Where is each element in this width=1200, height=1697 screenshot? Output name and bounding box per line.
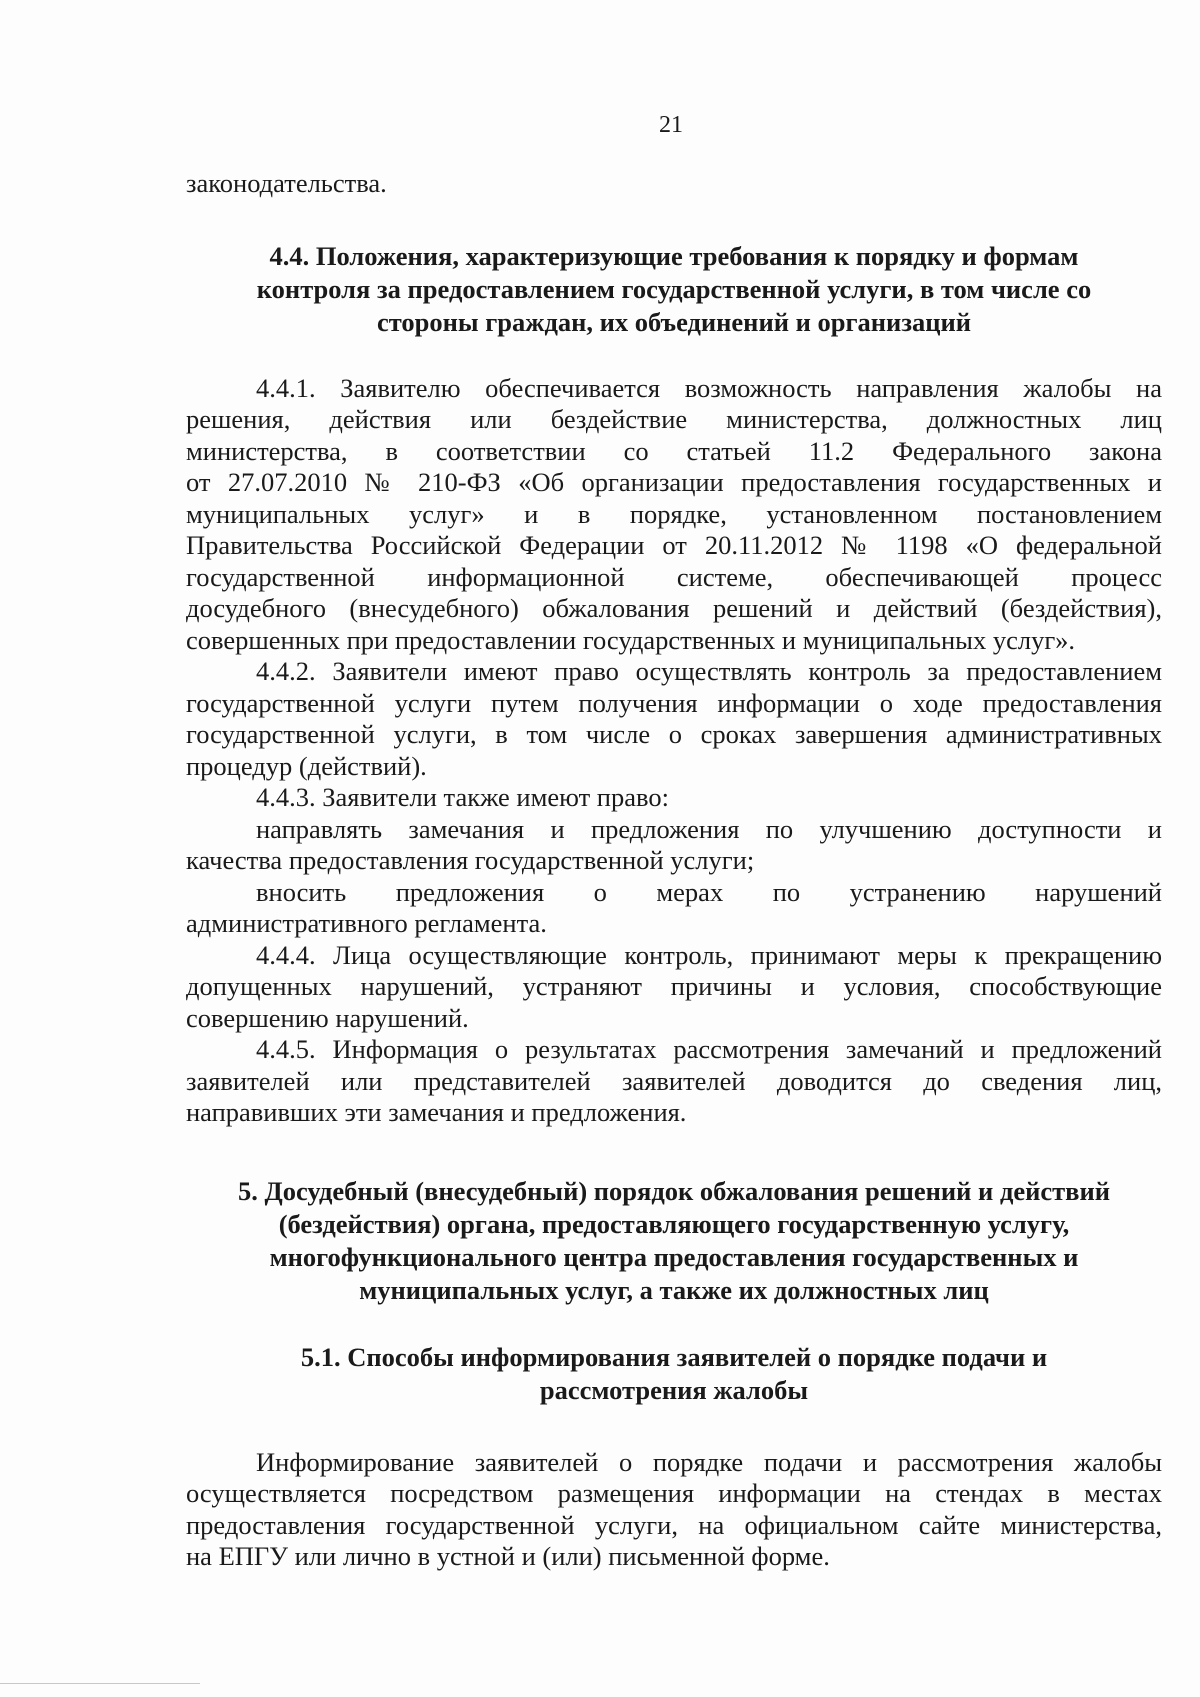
heading-line: многофункционального центра предоставления государственных и [269,1241,1079,1272]
paragraph-4-4-1 [186,373,1162,657]
text-line: 4.4.1. Заявителю обеспечивается возможность направления жалобы на [256,372,1162,403]
text-line: осуществляется посредством размещения информации на стендах в местах [186,1478,1162,1508]
scan-edge-rule [0,1683,200,1684]
heading-line: контроля за предоставлением государственной услуги, в том числе со [256,273,1092,304]
paragraph-4-4-4 [186,940,1162,1035]
text-line: предоставления государственной услуги, на официальном сайте министерства, [186,1509,1162,1540]
lead-line: законодательства. [186,168,387,198]
section-5-heading [186,1175,1162,1307]
paragraph-4-4-3-b [186,877,1162,940]
text-line: 4.4.4. Лица осуществляющие контроль, принимают меры к прекращению [256,939,1162,970]
text-line: от 27.07.2010 № 210-ФЗ «Об организации предоставления государственных и [186,467,1162,497]
paragraph-4-4-3 [186,782,1162,814]
heading-line: (бездействия) органа, предоставляющего государственную услугу, [278,1208,1070,1239]
text-line: досудебного (внесудебного) обжалования решений и действий (бездействия), [186,593,1162,623]
paragraph-4-4-2 [186,656,1162,782]
paragraph-5-1 [186,1447,1162,1573]
heading-line: 5. Досудебный (внесудебный) порядок обжалования решений и действий [237,1175,1111,1206]
text-line: Правительства Российской Федерации от 20.11.2012 № 1198 «О федеральной [186,530,1162,560]
text-line: заявителей или представителей заявителей доводится до сведения лиц, [186,1065,1162,1096]
heading-line: муниципальных услуг, а также их должностных лиц [359,1274,989,1305]
text-line: совершенных при предоставлении государственных и муниципальных услуг». [186,624,1076,655]
text-line: вносить предложения о мерах по устранению нарушений [256,876,1162,907]
text-line: направивших эти замечания и предложения. [186,1097,687,1127]
text-line: направлять замечания и предложения по улучшению доступности и [256,813,1162,844]
paragraph-4-4-5 [186,1034,1162,1129]
text-line: 4.4.2. Заявители имеют право осуществлять контроль за предоставлением [256,656,1162,686]
heading-line: 5.1. Способы информирования заявителей о порядке подачи и [300,1341,1048,1372]
section-5-1-heading [186,1341,1162,1407]
text-line: административного регламента. [186,908,547,938]
text-line: Информирование заявителей о порядке подачи и рассмотрения жалобы [256,1446,1162,1477]
text-line: государственной услуги, в том числе о сроках завершения административных [186,719,1162,749]
text-line: министерства, в соответствии со статьей 11.2 Федерального закона [186,435,1162,466]
text-line: 4.4.3. Заявители также имеют право: [256,782,669,812]
text-line: на ЕПГУ или лично в устной и (или) письменной форме. [186,1541,830,1571]
heading-line: стороны граждан, их объединений и организаций [376,306,972,337]
document-body [186,168,1162,1573]
heading-line: 4.4. Положения, характеризующие требования к порядку и формам [269,240,1079,271]
text-line: 4.4.5. Информация о результатах рассмотрения замечаний и предложений [256,1034,1162,1064]
section-4-4-heading [186,240,1162,339]
text-line: качества предоставления государственной услуги; [186,845,755,875]
text-line: муниципальных услуг» и в порядке, установленном постановлением [186,498,1162,529]
text-line: процедур (действий). [186,750,427,781]
text-line: решения, действия или бездействие министерства, должностных лиц [186,404,1162,434]
text-line: совершению нарушений. [186,1002,469,1033]
heading-line: рассмотрения жалобы [539,1374,809,1405]
paragraph-4-4-3-a [186,814,1162,877]
text-line: государственной услуги путем получения информации о ходе предоставления [186,687,1162,718]
page-number: 21 [659,112,683,138]
text-line: государственной информационной системе, обеспечивающей процесс [186,561,1162,592]
text-line: допущенных нарушений, устраняют причины и условия, способствующие [186,971,1162,1001]
